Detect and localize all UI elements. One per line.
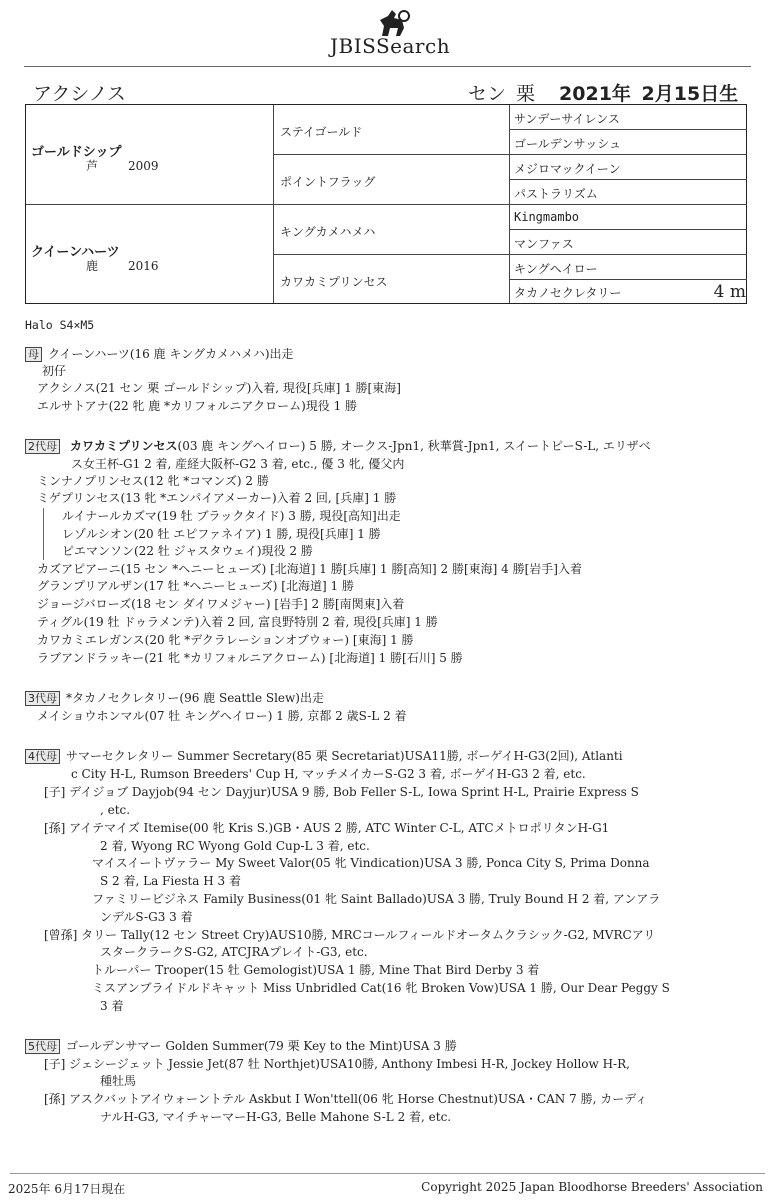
pedigree-ancestor[interactable]: タカノセクレタリー [514,286,622,300]
family-line: [子] ジェシージェット Jessie Jet(87 牡 Northjet)USA10勝, Anthony Imbesi H-R, Jockey Hollow H-R, [44,1057,630,1071]
logo-text-jbis: JBIS [330,34,376,58]
horse-sex-color: セン 栗 [468,83,536,105]
family-line: [孫] アスクバットアイウォーントテル Askbut I Won'ttell(06 牝 Horse Chestnut)USA・CAN 7 勝, カーディ [44,1092,648,1106]
fourth-dam-tag: 4代母 [25,749,60,764]
dam-name[interactable]: クイーンハーツ [31,245,120,260]
family-text: ゴールデンサマー Golden Summer(79 栗 Key to the Mint)USA 3 勝 [66,1039,457,1053]
dam-color: 鹿 [86,259,99,273]
family-line: エルサトアナ(22 牝 鹿 *カリフォルニアクローム)現役 1 勝 [37,399,358,413]
footer-rule [10,1173,765,1174]
family-line: トルーパー Trooper(15 牡 Gemologist)USA 1 勝, Mine That Bird Derby 3 着 [92,963,540,977]
fifth-dam-line [25,1038,457,1055]
horse-title-row [33,79,748,105]
second-dam-line [25,438,651,455]
pedigree-dam-cell [26,205,274,303]
footer-copyright: Copyright 2025 Japan Bloodhorse Breeders' Association [421,1180,763,1194]
family-line: カワカミエレガンス(20 牝 *デクラレーションオブウォー) [東海] 1 勝 [37,633,414,647]
header-rule [24,66,751,67]
pedigree-ancestor[interactable]: メジロマックイーン [514,162,621,176]
family-text: *タカノセクレタリー(96 鹿 Seattle Slew)出走 [66,691,324,705]
pedigree-g3-cell [510,205,747,230]
family-line: カズアピアーニ(15 セン *ヘニーヒューズ) [北海道] 1 勝[兵庫] 1 勝[高知] 2 勝[東海] 4 勝[岩手]入着 [37,562,582,576]
pedigree-ancestor[interactable]: パストラリズム [514,187,598,201]
descendant-bracket [43,508,44,560]
pedigree-table [25,104,747,304]
family-line: , etc. [100,803,131,817]
family-line: 3 着 [100,999,124,1013]
family-rank: 4 m [713,282,746,302]
family-line: ピエマンソン(22 牡 ジャスタウェイ)現役 2 勝 [62,544,313,558]
pedigree-g3-cell [510,255,747,280]
family-line: [曾孫] タリー Tally(12 セン Street Cry)AUS10勝, MRCコールフィールドオータムクラシック-G2, MVRCアリ [44,928,656,942]
family-line: ティグル(19 牡 ドゥラメンテ)入着 2 回, 富良野特別 2 着, 現役[兵庫] 1 勝 [37,615,438,629]
family-line: レゾルシオン(20 牡 エピファネイア) 1 勝, 現役[兵庫] 1 勝 [62,527,381,541]
logo-text-search: Search [375,34,451,58]
family-line: 種牡馬 [100,1074,137,1088]
pedigree-ancestor[interactable]: キングカメハメハ [280,225,376,239]
family-line: S 2 着, La Fiesta H 3 着 [100,874,241,888]
pedigree-ancestor[interactable]: キングヘイロー [514,262,598,276]
pedigree-ancestor[interactable]: サンデーサイレンス [514,112,620,126]
family-line: ルイナールカズマ(19 牡 ブラックタイド) 3 勝, 現役[高知]出走 [62,509,401,523]
pedigree-g2-cell [274,105,510,155]
pedigree-g2-cell [274,155,510,205]
horse-name: アクシノス [33,83,126,105]
pedigree-ancestor[interactable]: マンファス [514,237,574,251]
family-line: ミスアンブライドルドキャット Miss Unbridled Cat(16 牝 Broken Vow)USA 1 勝, Our Dear Peggy S [92,981,670,995]
pedigree-g3-cell [510,230,747,255]
sire-year: 2009 [128,159,159,173]
family-text: サマーセクレタリー Summer Secretary(85 栗 Secretariat)USA11勝, ボーゲイH-G3(2回), Atlanti [66,749,623,763]
family-line: マイスイートヴァラー My Sweet Valor(05 牝 Vindication)USA 3 勝, Ponca City S, Prima Donna [92,856,650,870]
family-line: 初仔 [42,364,67,378]
pedigree-ancestor[interactable]: ゴールデンサッシュ [514,137,622,151]
family-line: [孫] アイテマイズ Itemise(00 牝 Kris S.)GB・AUS 2 勝, ATC Winter C-L, ATCメトロポリタンH-G1 [44,821,610,835]
family-line: ファミリービジネス Family Business(01 牝 Saint Ballado)USA 3 勝, Truly Bound H 2 着, アンアラ [92,892,661,906]
pedigree-ancestor[interactable]: カワカミプリンセス [280,275,388,289]
pedigree-ancestor[interactable]: Kingmambo [514,210,580,224]
horse-meta [468,79,738,106]
pedigree-ancestor[interactable]: ステイゴールド [280,125,363,139]
pedigree-g3-cell [510,105,747,130]
family-line: スタークラークS-G2, ATCJRAプレイト-G3, etc. [100,945,368,959]
jbis-search-logo[interactable] [330,8,460,56]
fourth-dam-line [25,748,623,765]
family-line: ナルH-G3, マイチャーマーH-G3, Belle Mahone S-L 2 着, etc. [100,1110,452,1124]
family-line: ミゲプリンセス(13 牝 *エンパイアメーカー)入着 2 回, [兵庫] 1 勝 [37,491,397,505]
family-line: グランプリアルザン(17 牡 *ヘニーヒューズ) [北海道] 1 勝 [37,579,354,593]
pedigree-g3-cell [510,180,747,205]
family-text: (03 鹿 キングヘイロー) 5 勝, オークス-Jpn1, 秋華賞-Jpn1, スイートピーS-L, エリザベ [177,439,651,453]
dam-line [25,346,294,363]
pedigree-sire-cell [26,105,274,205]
pedigree-g2-cell [274,205,510,255]
family-line: ラブアンドラッキー(21 牝 *カリフォルニアクローム) [北海道] 1 勝[石川] 5 勝 [37,651,463,665]
family-line: ジョージバローズ(18 セン ダイワメジャー) [岩手] 2 勝[南関東]入着 [37,597,405,611]
second-dam-name[interactable]: カワカミプリンセス [70,439,178,453]
family-line: ンデルS-G3 3 着 [100,910,193,924]
third-dam-line [25,690,324,707]
pedigree-ancestor[interactable]: ポイントフラッグ [280,175,376,189]
horse-birthdate: 2021年 2月15日生 [559,83,739,105]
family-line: 2 着, Wyong RC Wyong Gold Cup-L 3 着, etc. [100,839,370,853]
family-line: c City H-L, Rumson Breeders' Cup H, マッチメイカーS-G2 3 着, ボーゲイH-G3 2 着, etc. [71,767,586,781]
family-line: [子] デイジョブ Dayjob(94 セン Dayjur)USA 9 勝, Bob Feller S-L, Iowa Sprint H-L, Prairie Express S [44,785,639,799]
inbreeding-note: Halo S4×M5 [25,318,95,332]
pedigree-g3-cell [510,130,747,155]
family-line: ミンナノプリンセス(12 牝 *コマンズ) 2 勝 [37,474,269,488]
pedigree-g3-cell [510,280,747,303]
family-line: メイショウホンマル(07 牡 キングヘイロー) 1 勝, 京都 2 歳S-L 2 着 [37,709,407,723]
footer-date: 2025年 6月17日現在 [8,1182,126,1196]
third-dam-tag: 3代母 [25,691,60,706]
sire-color: 芦 [86,159,99,173]
pedigree-g2-cell [274,255,510,303]
pedigree-g3-cell [510,155,747,180]
second-dam-tag: 2代母 [25,439,60,454]
dam-year: 2016 [128,259,159,273]
fifth-dam-tag: 5代母 [25,1039,60,1054]
family-line: アクシノス(21 セン 栗 ゴールドシップ)入着, 現役[兵庫] 1 勝[東海] [37,381,401,395]
sire-name[interactable]: ゴールドシップ [31,145,122,160]
dam-tag: 母 [25,347,42,362]
family-line: ス女王杯-G1 2 着, 産経大阪杯-G2 3 着, etc., 優 3 牝, 優父内 [71,457,405,471]
dam-text: クイーンハーツ(16 鹿 キングカメハメハ)出走 [48,347,294,361]
